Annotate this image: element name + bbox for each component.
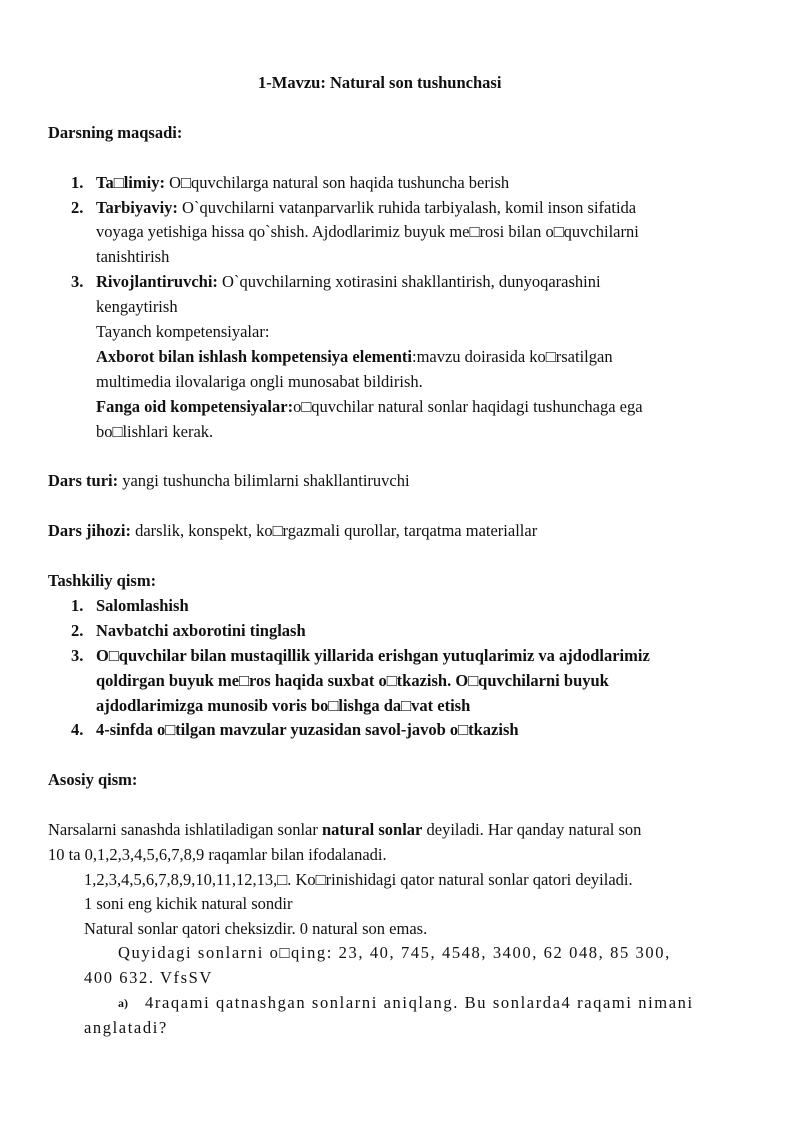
- goal-3-text: O`quvchilarning xotirasini shakllantirish, dunyoqarashini: [217, 272, 601, 291]
- competence-1-text: :mavzu doirasida ko□rsatilgan: [411, 347, 613, 366]
- lesson-type-text: yangi tushuncha bilimlarni shakllantiruvchi: [118, 471, 410, 490]
- main-paragraph-1-line-1: [48, 822, 641, 839]
- lesson-type-line: [48, 473, 410, 490]
- org-item-1: Salomlashish: [96, 596, 189, 615]
- main-heading: Asosiy qism:: [48, 770, 138, 789]
- competence-2-text: o□quvchilar natural sonlar haqidagi tushunchaga ega: [293, 397, 643, 416]
- org-heading: Tashkiliy qism:: [48, 571, 157, 590]
- goal-3-number: 3.: [71, 272, 84, 291]
- competence-1-label: Axborot bilan ishlash kompetensiya elementi: [96, 347, 412, 366]
- goal-1-number: 1.: [71, 173, 84, 192]
- competence-1-line: [96, 349, 613, 366]
- goal-2-line: [96, 200, 636, 217]
- exercise-a-line-1: 4raqami qatnashgan sonlarni aniqlang. Bu sonlarda4 raqami nimani: [145, 993, 694, 1012]
- org-item-3-number: 3.: [71, 646, 84, 665]
- infinite-series-line: Natural sonlar qatori cheksizdir. 0 natural son emas.: [84, 919, 428, 938]
- natural-numbers-term: natural sonlar: [322, 820, 423, 839]
- org-item-3-line-2: qoldirgan buyuk me□ros haqida suxbat o□tkazish. O□quvchilarni buyuk: [96, 671, 609, 690]
- goal-1-label: Ta□limiy:: [96, 173, 165, 192]
- goal-2-continuation-2: tanishtirish: [96, 247, 170, 266]
- smallest-natural-line: 1 soni eng kichik natural sondir: [84, 894, 293, 913]
- org-item-3-line-3: ajdodlarimizga munosib voris bo□lishga da□vat etish: [96, 696, 471, 715]
- equipment-label: Dars jihozi:: [48, 521, 131, 540]
- lesson-type-label: Dars turi:: [48, 471, 119, 490]
- org-item-1-number: 1.: [71, 596, 84, 615]
- natural-series-line: 1,2,3,4,5,6,7,8,9,10,11,12,13,□. Ko□rinishidagi qator natural sonlar qatori deyiladi.: [84, 870, 633, 889]
- competence-heading: Tayanch kompetensiyalar:: [96, 322, 270, 341]
- org-item-3-line-1: O□quvchilar bilan mustaqillik yillarida erishgan yutuqlarimiz va ajdodlarimiz: [96, 646, 650, 665]
- org-item-2-number: 2.: [71, 621, 84, 640]
- goal-heading: Darsning maqsadi:: [48, 123, 183, 142]
- competence-2-label: Fanga oid kompetensiyalar:: [96, 397, 294, 416]
- org-item-4: 4-sinfda o□tilgan mavzular yuzasidan savol-javob o□tkazish: [96, 720, 519, 739]
- main-paragraph-1-start: Narsalarni sanashda ishlatiladigan sonlar: [48, 820, 322, 839]
- exercise-a-line-2: anglatadi?: [84, 1018, 168, 1037]
- goal-3-continuation: kengaytirish: [96, 297, 178, 316]
- main-paragraph-1-end: deyiladi. Har qanday natural son: [422, 820, 642, 839]
- competence-2-continuation: bo□lishlari kerak.: [96, 422, 214, 441]
- main-paragraph-1-line-2: 10 ta 0,1,2,3,4,5,6,7,8,9 raqamlar bilan ifodalanadi.: [48, 845, 387, 864]
- exercise-read-line-1: Quyidagi sonlarni o□qing: 23, 40, 745, 4548, 3400, 62 048, 85 300,: [118, 943, 671, 962]
- goal-2-number: 2.: [71, 198, 84, 217]
- equipment-text: darslik, konspekt, ko□rgazmali qurollar, tarqatma materiallar: [130, 521, 538, 540]
- goal-1-text: O□quvchilarga natural son haqida tushuncha berish: [164, 173, 510, 192]
- org-item-2: Navbatchi axborotini tinglash: [96, 621, 306, 640]
- competence-1-continuation: multimedia ilovalariga ongli munosabat bildirish.: [96, 372, 423, 391]
- goal-2-continuation-1: voyaga yetishiga hissa qo`shish. Ajdodlarimiz buyuk me□rosi bilan o□quvchilarni: [96, 222, 639, 241]
- page-title: 1-Mavzu: Natural son tushunchasi: [258, 73, 502, 92]
- competence-2-line: [96, 399, 643, 416]
- goal-1-line: [96, 175, 509, 192]
- goal-3-line: [96, 274, 601, 291]
- org-item-4-number: 4.: [71, 720, 84, 739]
- goal-3-label: Rivojlantiruvchi:: [96, 272, 218, 291]
- exercise-read-line-2: 400 632. VfsSV: [84, 968, 213, 987]
- goal-2-label: Tarbiyaviy:: [96, 198, 178, 217]
- equipment-line: [48, 523, 537, 540]
- goal-2-text: O`quvchilarni vatanparvarlik ruhida tarbiyalash, komil inson sifatida: [177, 198, 637, 217]
- exercise-a-marker: a): [118, 996, 128, 1010]
